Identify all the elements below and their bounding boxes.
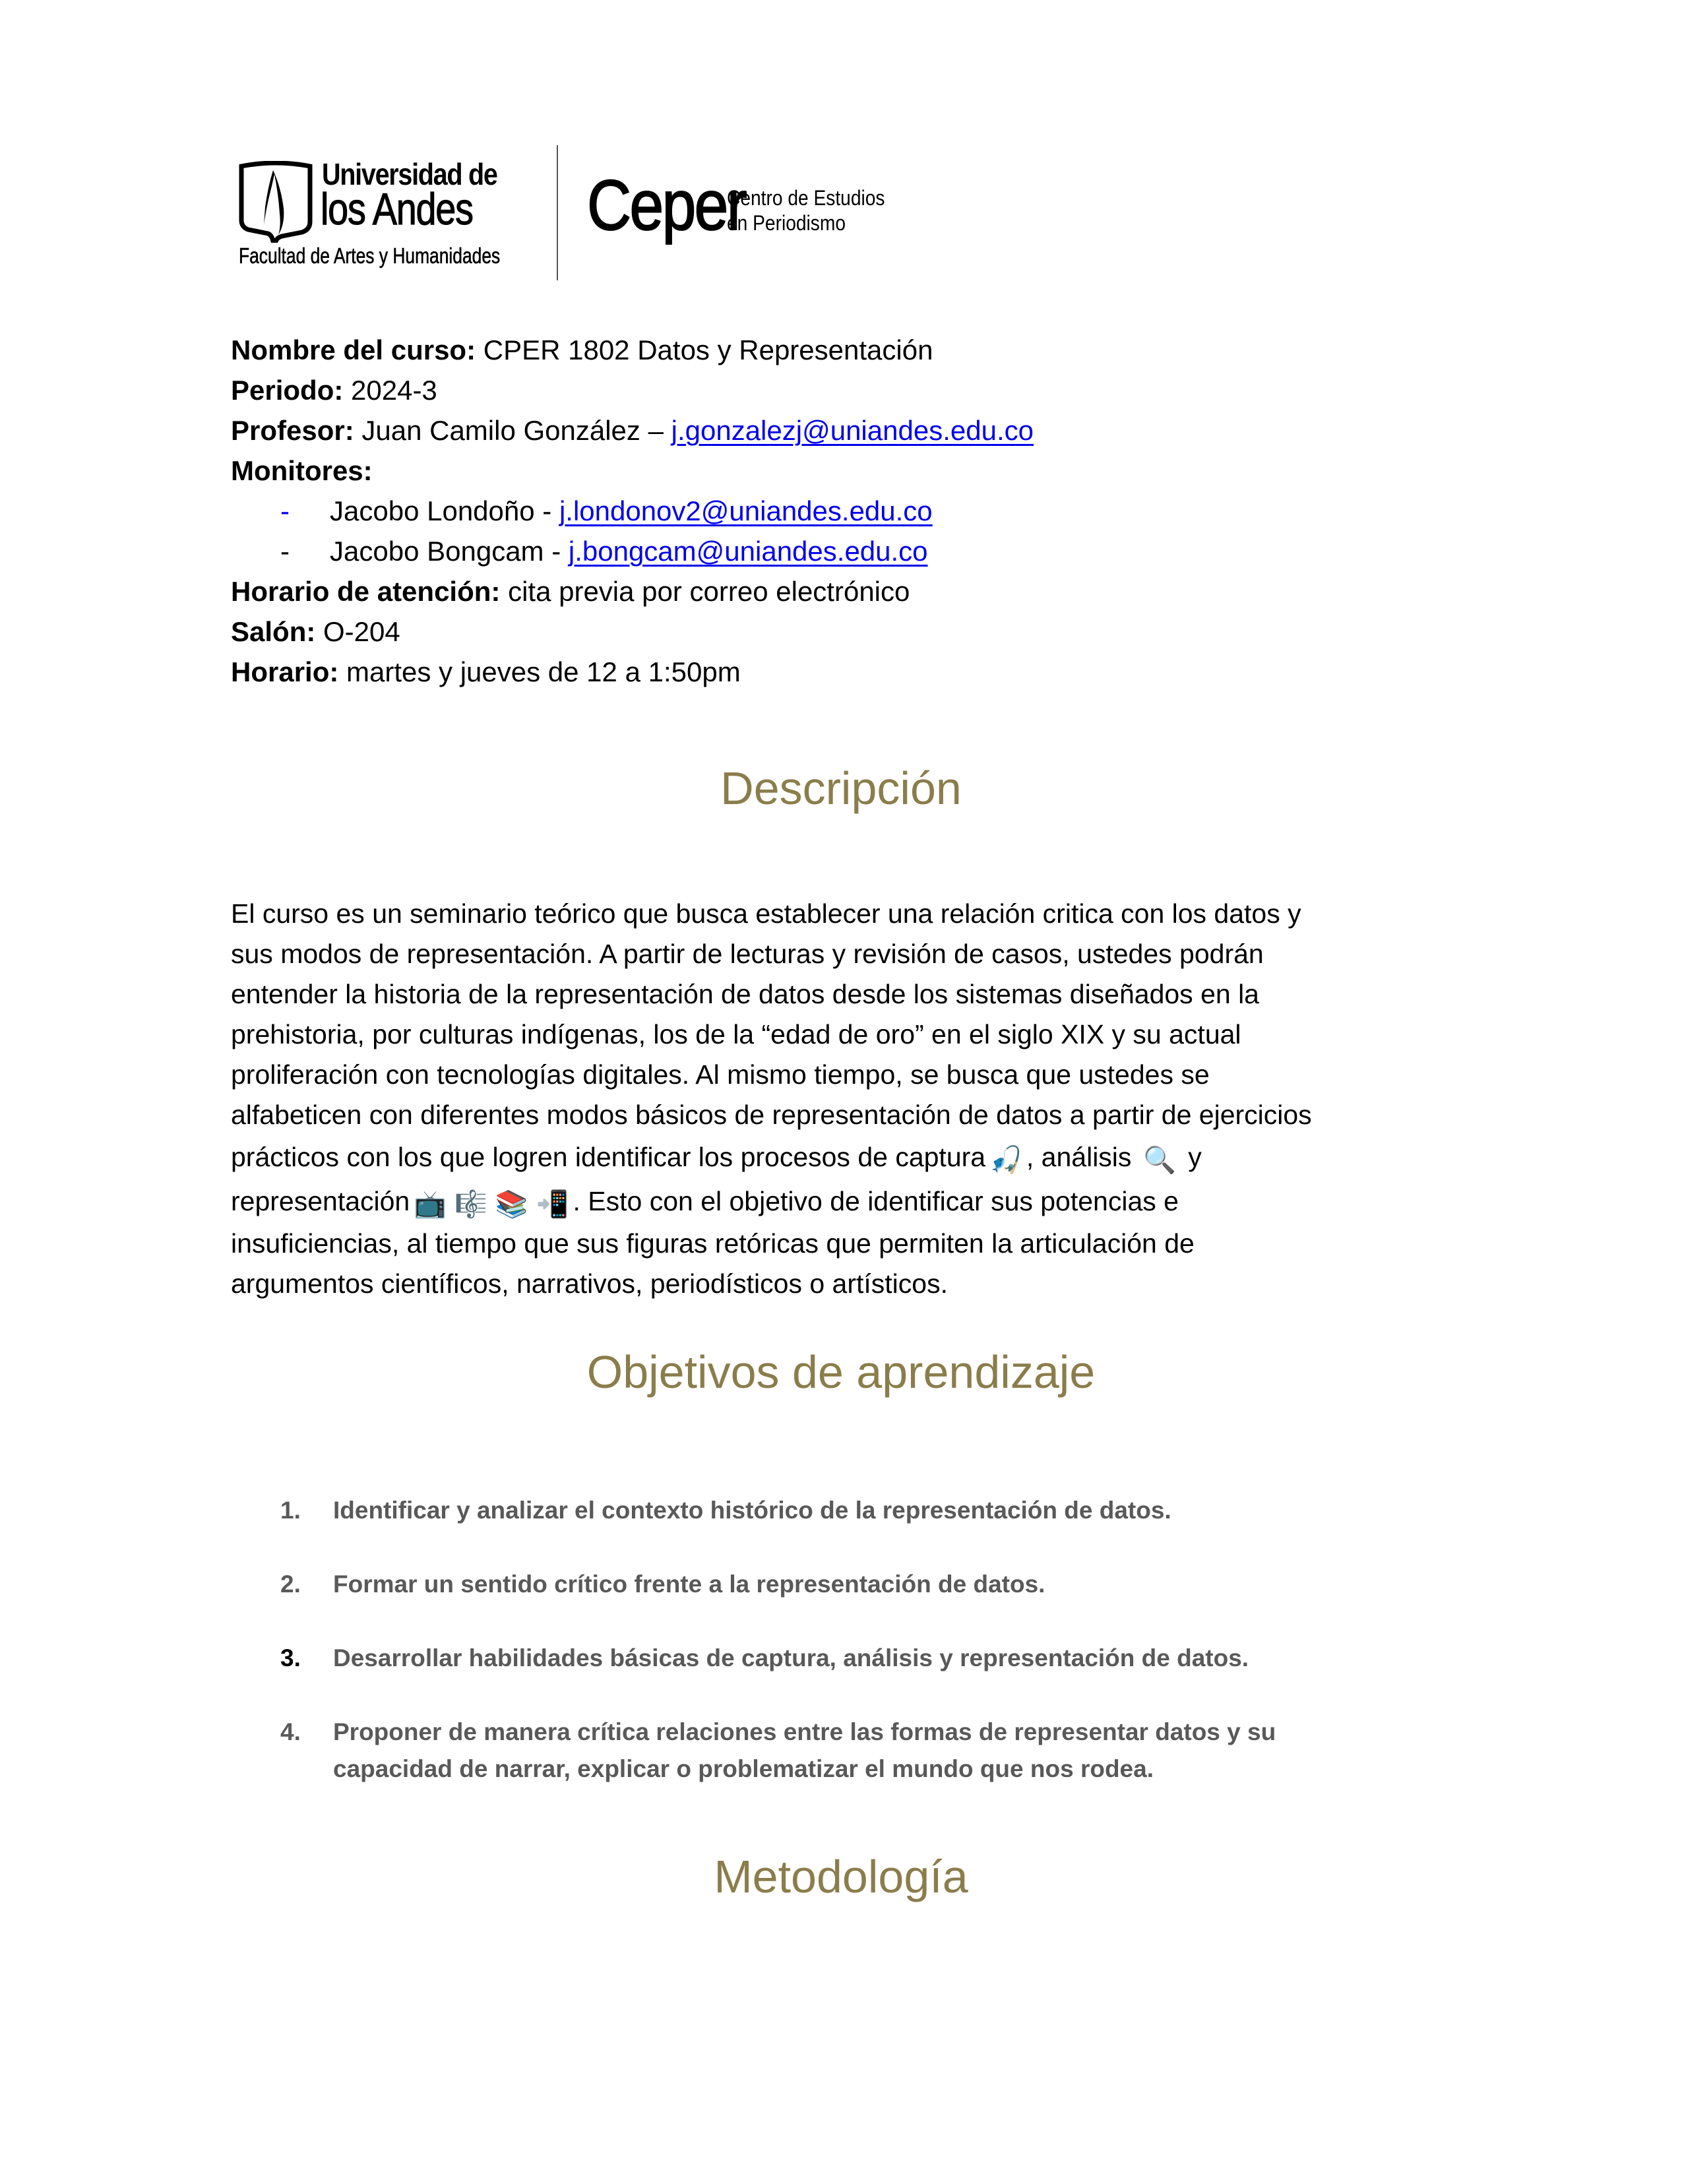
paragraph-line — [231, 1179, 1451, 1224]
books-icon: 📚 — [495, 1189, 528, 1220]
uniandes-shield-icon — [239, 161, 313, 243]
description-paragraph — [231, 894, 1451, 1304]
room-label: Salón: — [231, 616, 316, 647]
office-hours-label: Horario de atención: — [231, 576, 501, 607]
objectives-heading: Objetivos de aprendizaje — [586, 1346, 1096, 1398]
objective-text: Desarrollar habilidades básicas de captura, análisis y representación de datos. — [333, 1644, 1249, 1671]
paragraph-text: . Esto con el objetivo de identificar sus potencias e — [573, 1186, 1179, 1216]
objective-text: Identificar y analizar el contexto histórico de la representación de datos. — [333, 1497, 1171, 1524]
logo-divider — [557, 145, 558, 280]
room-value: O-204 — [315, 616, 400, 647]
objective-number: 1. — [280, 1497, 301, 1524]
period-label: Periodo: — [231, 375, 344, 406]
objectives-list — [280, 1492, 1402, 1825]
objective-item — [280, 1492, 1402, 1529]
professor-name: Juan Camilo González – — [354, 415, 671, 446]
paragraph-line: entender la historia de la representación de datos desde los sistemas diseñados en la — [231, 979, 1259, 1009]
paragraph-text: prácticos con los que logren identificar los procesos de captura — [231, 1142, 986, 1172]
objective-text: Formar un sentido crítico frente a la representación de datos. — [333, 1571, 1045, 1598]
course-name-value: CPER 1802 Datos y Representación — [476, 334, 933, 365]
ceper-subtitle-line2: en Periodismo — [727, 211, 846, 235]
musical-score-icon: 🎼 — [454, 1189, 487, 1220]
monitors-row — [231, 451, 1484, 491]
bullet-dash: - — [280, 536, 290, 567]
schedule-value: martes y jueves de 12 a 1:50pm — [338, 656, 741, 687]
methodology-heading: Metodología — [714, 1851, 968, 1902]
description-heading: Descripción — [720, 763, 962, 814]
objective-item — [280, 1640, 1402, 1677]
monitors-label: Monitores: — [231, 455, 373, 486]
period-row — [231, 370, 1484, 410]
paragraph-line: El curso es un seminario teórico que busca establecer una relación critica con los datos y — [231, 898, 1301, 929]
paragraph-line: alfabeticen con diferentes modos básicos de representación de datos a partir de ejercicios — [231, 1100, 1312, 1130]
office-hours-value: cita previa por correo electrónico — [500, 576, 910, 607]
mobile-arrow-icon: 📲 — [536, 1189, 569, 1220]
fishing-pole-icon: 🎣 — [989, 1145, 1022, 1175]
paragraph-line: argumentos científicos, narrativos, periodísticos o artísticos. — [231, 1268, 948, 1299]
uniandes-name-line2: los Andes — [321, 184, 473, 234]
bullet-dash: - — [280, 495, 290, 526]
monitor-item — [231, 531, 1484, 571]
professor-email-link[interactable]: j.gonzalezj@uniandes.edu.co — [671, 415, 1034, 446]
monitor-email-link[interactable]: j.londonov2@uniandes.edu.co — [559, 495, 933, 526]
schedule-label: Horario: — [231, 656, 339, 687]
ceper-subtitle-line1: Centro de Estudios — [727, 186, 885, 210]
paragraph-line: insuficiencias, al tiempo que sus figuras retóricas que permiten la articulación de — [231, 1228, 1195, 1259]
course-name-label: Nombre del curso: — [231, 334, 476, 365]
objective-item — [280, 1714, 1402, 1788]
paragraph-line: prehistoria, por culturas indígenas, los de la “edad de oro” en el siglo XIX y su actual — [231, 1019, 1241, 1049]
course-name-row — [231, 330, 1484, 370]
objective-item — [280, 1566, 1402, 1603]
uniandes-logo — [237, 157, 528, 272]
monitor-name: Jacobo Bongcam - — [330, 536, 569, 567]
paragraph-text: , análisis — [1026, 1142, 1132, 1172]
objective-number: 2. — [280, 1571, 301, 1598]
office-hours-row — [231, 571, 1484, 611]
period-value: 2024-3 — [343, 375, 437, 406]
uniandes-name-line1: Universidad de — [322, 157, 497, 191]
schedule-row — [231, 652, 1484, 692]
monitor-item — [231, 491, 1484, 531]
monitor-email-link[interactable]: j.bongcam@uniandes.edu.co — [568, 536, 928, 567]
ceper-logo — [587, 165, 1009, 252]
objective-number: 3. — [280, 1644, 301, 1671]
television-icon: 📺 — [414, 1189, 447, 1220]
objective-text: Proponer de manera crítica relaciones entre las formas de representar datos y su — [333, 1718, 1276, 1745]
paragraph-line: proliferación con tecnologías digitales. Al mismo tiempo, se busca que ustedes se — [231, 1059, 1210, 1090]
paragraph-line — [231, 1135, 1451, 1179]
magnifying-glass-icon: 🔍 — [1143, 1145, 1177, 1175]
paragraph-line: sus modos de representación. A partir de lecturas y revisión de casos, ustedes podrán — [231, 939, 1264, 969]
paragraph-text: y — [1188, 1142, 1202, 1172]
monitor-name: Jacobo Londoño - — [330, 495, 559, 526]
faculty-name: Facultad de Artes y Humanidades — [239, 243, 501, 268]
objective-number: 4. — [280, 1718, 301, 1745]
ceper-wordmark: Ceper — [587, 165, 746, 245]
room-row — [231, 611, 1484, 652]
professor-label: Profesor: — [231, 415, 354, 446]
paragraph-text: representación — [231, 1186, 410, 1216]
professor-row — [231, 410, 1484, 451]
objective-text: capacidad de narrar, explicar o problematizar el mundo que nos rodea. — [333, 1755, 1154, 1782]
course-info — [231, 330, 1484, 692]
